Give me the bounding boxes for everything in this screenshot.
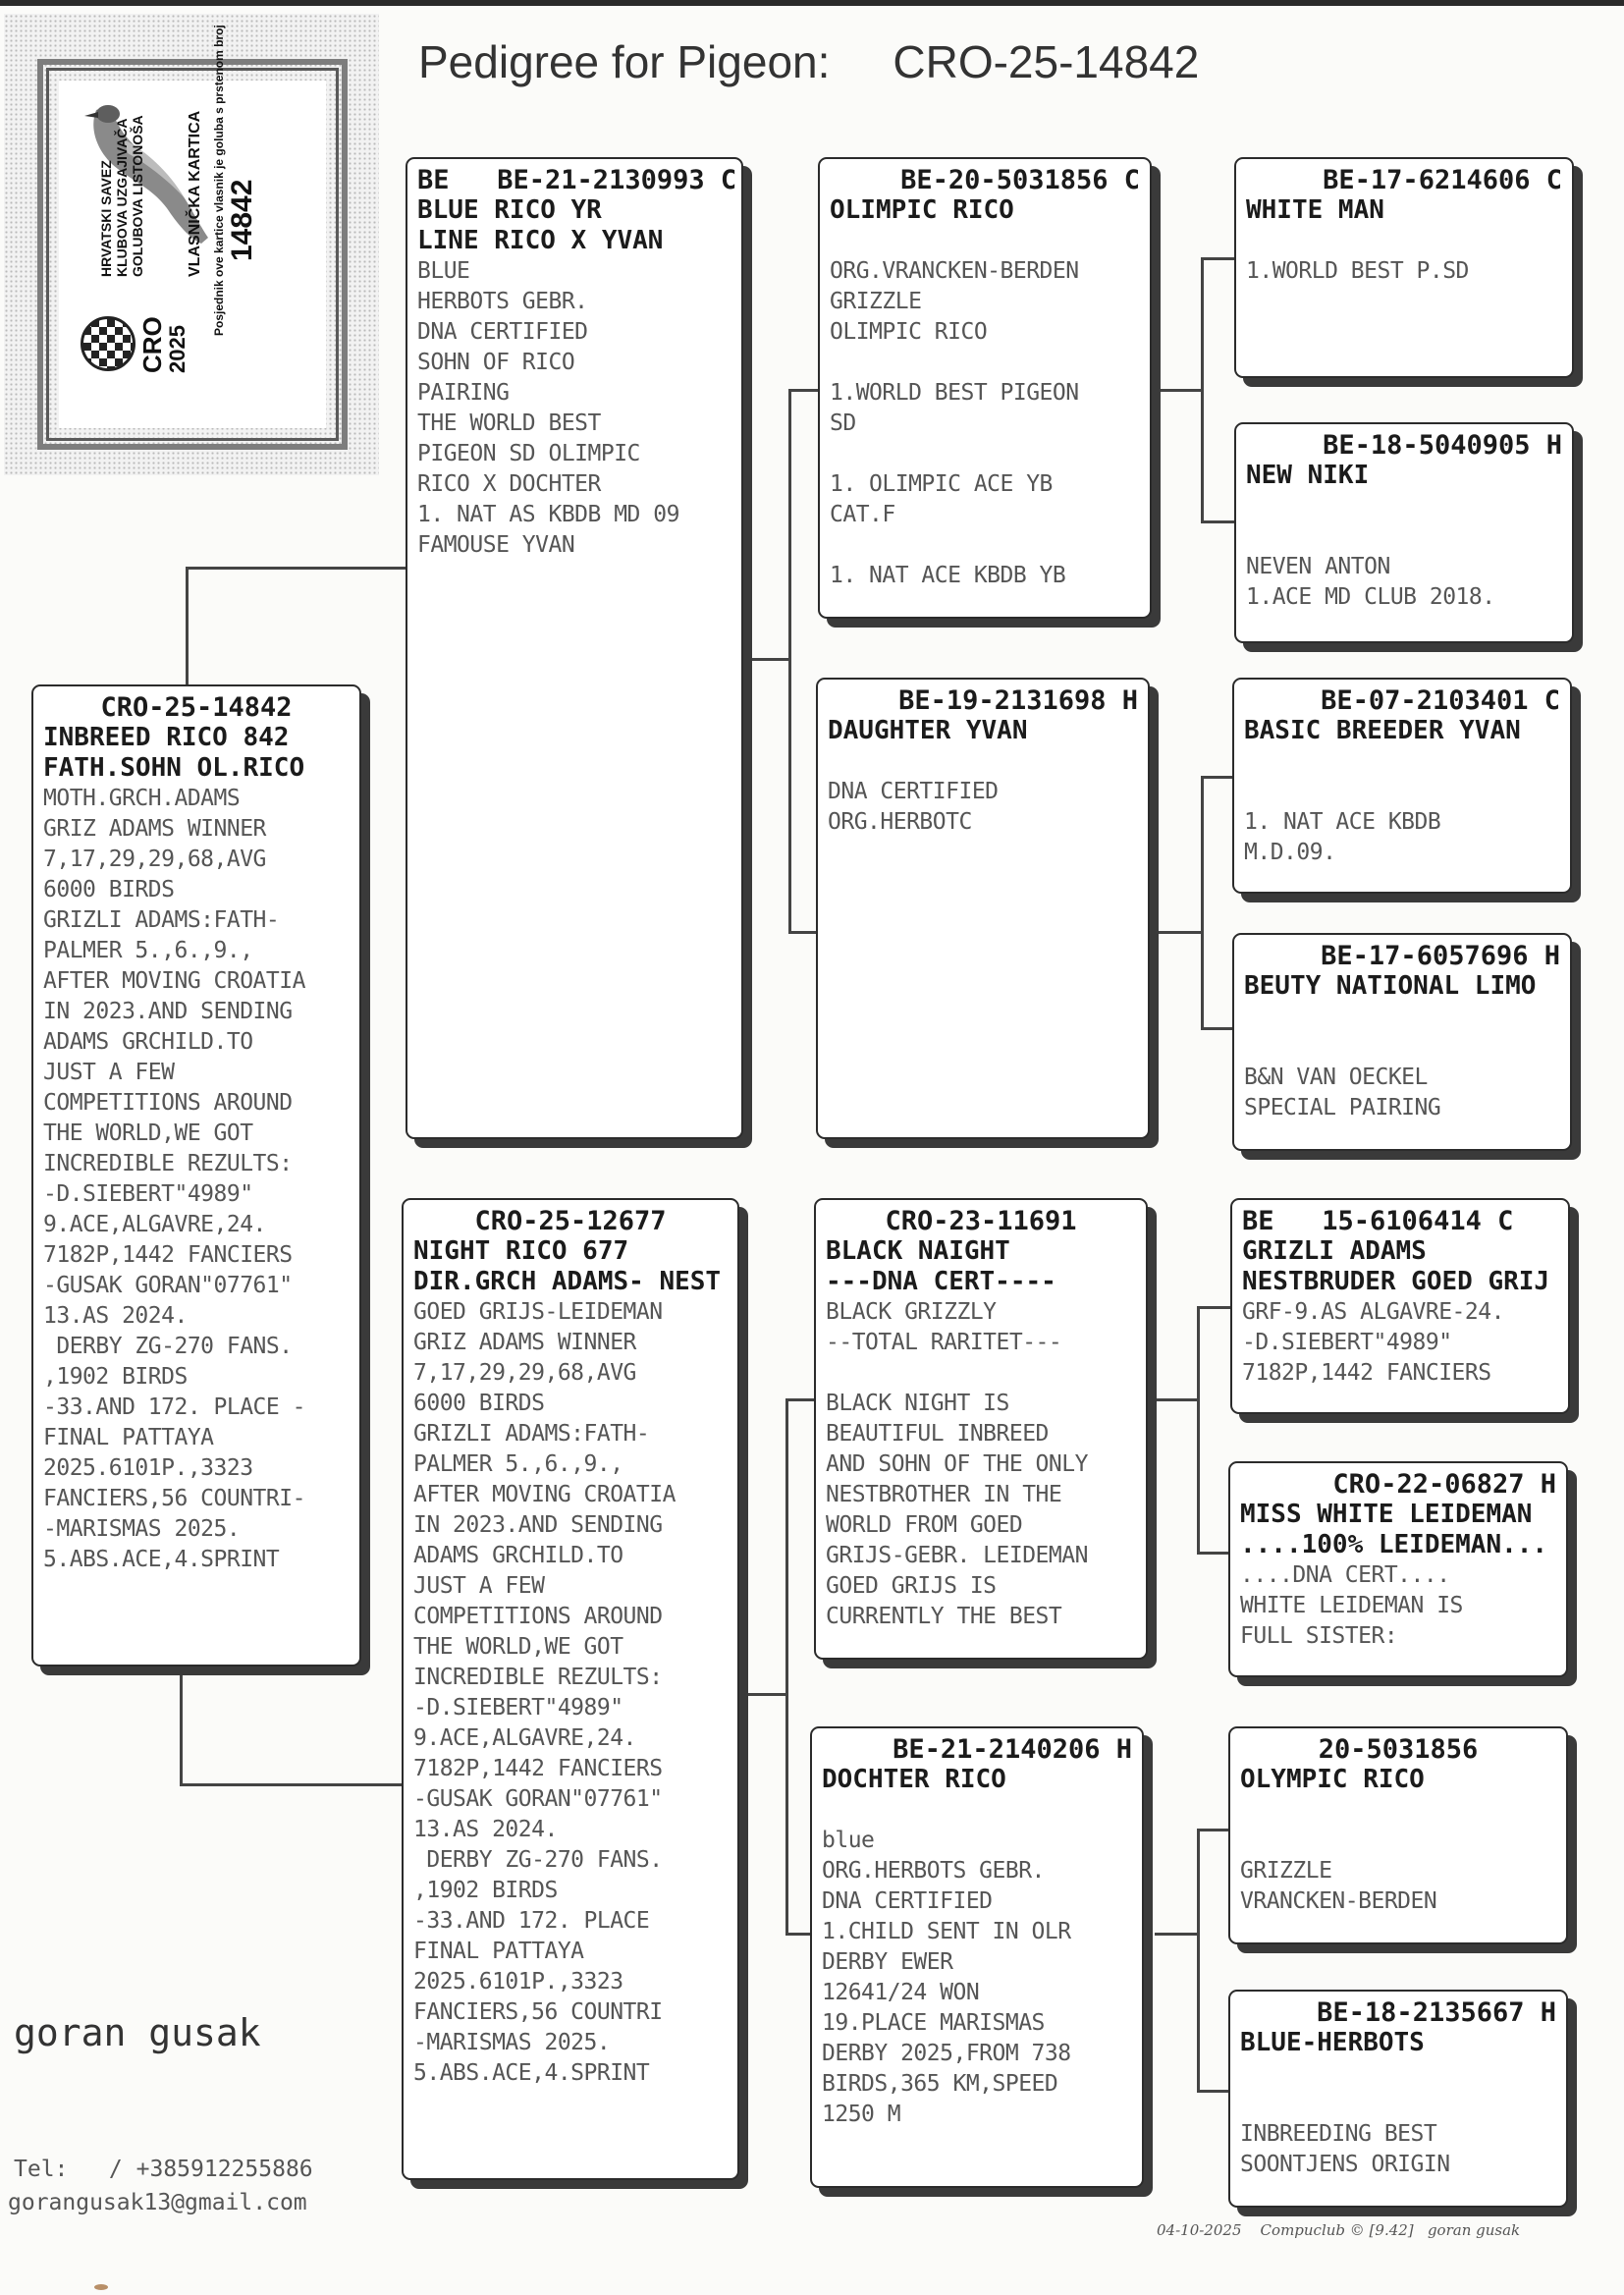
info-line: 7,17,29,29,68,AVG xyxy=(43,847,266,872)
connector xyxy=(1197,1552,1230,1555)
info-line: SPECIAL PAIRING xyxy=(1244,1095,1441,1120)
info-line: 7182P,1442 FANCIERS xyxy=(1242,1360,1491,1386)
grandsire-sire-side-box xyxy=(818,157,1152,619)
great-grandparent-box-3 xyxy=(1232,678,1572,894)
ring-number: BE-18-2135667 H xyxy=(1317,1997,1556,2028)
info-line xyxy=(830,439,1140,469)
connector xyxy=(1197,1306,1200,1554)
info-line: 9.ACE,ALGAVRE,24. xyxy=(413,1725,636,1751)
info-line: -D.SIEBERT"4989" xyxy=(43,1181,253,1207)
info-line: -GUSAK GORAN"07761" xyxy=(43,1273,293,1298)
info-line xyxy=(1244,1032,1560,1063)
info-line: MOTH.GRCH.ADAMS xyxy=(43,786,241,811)
connector xyxy=(788,389,791,933)
title-label: Pedigree for Pigeon: xyxy=(418,36,831,87)
card-ring-number: 14842 xyxy=(226,179,258,261)
ring-number: BE-17-6214606 C xyxy=(1323,165,1562,195)
ring-number: BE-21-2140206 H xyxy=(893,1734,1132,1765)
card-title: VLASNIČKA KARTICA xyxy=(187,110,203,277)
info-line xyxy=(1244,746,1560,777)
info-line: 7,17,29,29,68,AVG xyxy=(413,1360,636,1386)
info-line: FAMOUSE YVAN xyxy=(417,532,575,558)
ring-number: BE-18-5040905 H xyxy=(1323,430,1562,461)
info-line: --TOTAL RARITET--- xyxy=(826,1330,1062,1355)
great-grandparent-box-2 xyxy=(1234,422,1574,643)
connector xyxy=(180,1669,183,1785)
info-line: 5.ABS.ACE,4.SPRINT xyxy=(413,2060,650,2086)
info-line xyxy=(1246,226,1562,256)
card-inner xyxy=(59,25,326,428)
info-line: blue xyxy=(822,1828,875,1853)
info-line: M.D.09. xyxy=(1244,840,1336,865)
info-line: GOED GRIJS IS xyxy=(826,1573,997,1599)
info-line: 6000 BIRDS xyxy=(43,877,175,902)
info-line: SD xyxy=(830,410,856,436)
info-line: AND SOHN OF THE ONLY xyxy=(826,1451,1088,1477)
info-line: DERBY 2025,FROM 738 xyxy=(822,2041,1071,2066)
ring-number: BE BE-21-2130993 C xyxy=(417,165,737,195)
connector xyxy=(1201,257,1234,260)
ring-number: 20-5031856 xyxy=(1318,1734,1479,1765)
info-line: INCREDIBLE REZULTS: xyxy=(413,1665,663,1690)
great-grandparent-box-5 xyxy=(1230,1198,1570,1414)
connector xyxy=(788,931,818,934)
info-line: -33.AND 172. PLACE xyxy=(413,1908,650,1934)
pigeon-name-line: FATH.SOHN OL.RICO xyxy=(43,753,305,783)
info-line xyxy=(1244,777,1560,807)
info-line: DNA CERTIFIED xyxy=(822,1888,993,1914)
ring-number: BE-19-2131698 H xyxy=(898,685,1138,716)
pigeon-name-line: BLACK NAIGHT xyxy=(826,1236,1010,1266)
ownership-card-sticker xyxy=(4,14,379,475)
pigeon-name-line: INBREED RICO 842 xyxy=(43,723,290,752)
info-line: INBREEDING BEST xyxy=(1240,2121,1437,2147)
info-line xyxy=(826,1358,1136,1389)
info-line: GRIZLI ADAMS:FATH- xyxy=(43,907,280,933)
great-grandparent-box-8 xyxy=(1228,1990,1568,2208)
info-line: GRIJS-GEBR. LEIDEMAN xyxy=(826,1543,1088,1568)
connector xyxy=(1197,1306,1230,1309)
info-line: CURRENTLY THE BEST xyxy=(826,1604,1062,1629)
title-ring: CRO-25-14842 xyxy=(893,36,1200,87)
info-line: BLACK NIGHT IS xyxy=(826,1391,1009,1416)
info-line: ....DNA CERT.... xyxy=(1240,1562,1450,1588)
info-line: GRIZ ADAMS WINNER xyxy=(413,1330,636,1355)
info-line: THE WORLD,WE GOT xyxy=(413,1634,623,1660)
info-line: ADAMS GRCHILD.TO xyxy=(43,1029,253,1055)
pigeon-name-line: BLUE-HERBOTS xyxy=(1240,2028,1425,2057)
info-line xyxy=(1240,1826,1556,1856)
info-line: PIGEON SD OLIMPIC xyxy=(417,441,640,466)
info-line xyxy=(1240,2089,1556,2119)
info-line: -GUSAK GORAN"07761" xyxy=(413,1786,663,1812)
info-line: RICO X DOCHTER xyxy=(417,471,601,497)
info-line: SOONTJENS ORIGIN xyxy=(1240,2152,1450,2177)
pigeon-name-line: DOCHTER RICO xyxy=(822,1765,1006,1794)
pigeon-name-line: DIR.GRCH ADAMS- NEST xyxy=(413,1267,722,1296)
info-line: FINAL PATTAYA xyxy=(43,1425,214,1450)
info-line: AFTER MOVING CROATIA xyxy=(43,968,305,994)
pigeon-name-line: BLUE RICO YR xyxy=(417,195,602,225)
info-line: THE WORLD BEST xyxy=(417,410,601,436)
sire-box xyxy=(406,157,743,1139)
info-line: 9.ACE,ALGAVRE,24. xyxy=(43,1212,266,1237)
info-line: JUST A FEW xyxy=(413,1573,545,1599)
pigeon-name-line: NESTBRUDER GOED GRIJ xyxy=(1242,1267,1550,1296)
info-line xyxy=(830,530,1140,561)
pigeon-name-line: OLIMPIC RICO xyxy=(830,195,1014,225)
info-line: BLACK GRIZZLY xyxy=(826,1299,997,1325)
card-cro: CRO xyxy=(137,316,167,373)
info-line xyxy=(828,746,1138,777)
paper-smudge xyxy=(94,2284,108,2290)
grandsire-dam-side-box xyxy=(814,1198,1148,1660)
connector xyxy=(741,658,790,661)
pigeon-name-line: ....100% LEIDEMAN... xyxy=(1240,1530,1548,1559)
subject-pigeon-box xyxy=(31,684,361,1667)
page-title xyxy=(418,35,1199,88)
info-line: BLUE xyxy=(417,258,470,284)
pigeon-name-line: MISS WHITE LEIDEMAN xyxy=(1240,1500,1533,1529)
great-grandparent-box-7 xyxy=(1228,1726,1568,1944)
info-line: INCREDIBLE REZULTS: xyxy=(43,1151,293,1176)
info-line: 1. NAT ACE KBDB xyxy=(1244,809,1441,835)
info-line: DERBY ZG-270 FANS. xyxy=(43,1334,293,1359)
info-line: GRIZ ADAMS WINNER xyxy=(43,816,266,842)
info-line xyxy=(1246,491,1562,521)
info-line: GOED GRIJS-LEIDEMAN xyxy=(413,1299,663,1325)
connector xyxy=(1201,776,1204,1029)
info-line: ORG.HERBOTC xyxy=(828,809,972,835)
info-line: 1250 M xyxy=(822,2102,901,2127)
info-line: THE WORLD,WE GOT xyxy=(43,1120,253,1146)
info-line: FANCIERS,56 COUNTRI xyxy=(413,1999,663,2025)
info-line: 12641/24 WON xyxy=(822,1980,980,2005)
info-line xyxy=(830,226,1140,256)
info-line: -D.SIEBERT"4989" xyxy=(1242,1330,1452,1355)
print-footer: 04-10-2025 Compuclub © [9.42] goran gusak xyxy=(1157,2221,1521,2239)
pigeon-name-line: GRIZLI ADAMS xyxy=(1242,1236,1427,1266)
connector xyxy=(1155,1398,1199,1401)
connector xyxy=(1159,931,1203,934)
info-line: ORG.HERBOTS GEBR. xyxy=(822,1858,1045,1884)
info-line: 7182P,1442 FANCIERS xyxy=(413,1756,663,1781)
ring-number: CRO-22-06827 H xyxy=(1332,1469,1556,1500)
pigeon-name-line: BASIC BREEDER YVAN xyxy=(1244,716,1521,745)
connector xyxy=(785,1398,815,1401)
info-line: JUST A FEW xyxy=(43,1060,175,1085)
info-line: 2025.6101P.,3323 xyxy=(43,1455,253,1481)
connector xyxy=(186,567,189,684)
info-line: SOHN OF RICO xyxy=(417,350,575,375)
info-line: -MARISMAS 2025. xyxy=(43,1516,241,1542)
info-line: -D.SIEBERT"4989" xyxy=(413,1695,623,1721)
ring-number: CRO-23-11691 xyxy=(885,1206,1077,1236)
org-line-1: HRVATSKI SAVEZ xyxy=(98,160,114,277)
connector xyxy=(1197,1829,1200,2092)
info-line: 1.WORLD BEST P.SD xyxy=(1246,258,1469,284)
info-line: BEAUTIFUL INBREED xyxy=(826,1421,1049,1447)
pigeon-name-line: NEW NIKI xyxy=(1246,461,1370,490)
info-line: 1. NAT ACE KBDB YB xyxy=(830,563,1066,588)
info-line: NESTBROTHER IN THE xyxy=(826,1482,1062,1507)
info-line: NEVEN ANTON xyxy=(1246,554,1390,579)
info-line xyxy=(1244,1002,1560,1032)
info-line: 1.ACE MD CLUB 2018. xyxy=(1246,584,1495,610)
info-line: IN 2023.AND SENDING xyxy=(43,999,293,1024)
info-line: GRIZZLE xyxy=(1240,1858,1332,1884)
info-line: HERBOTS GEBR. xyxy=(417,289,588,314)
info-line: GRIZZLE xyxy=(830,289,922,314)
connector xyxy=(1201,776,1234,779)
connector xyxy=(186,567,406,570)
info-line: 13.AS 2024. xyxy=(413,1817,558,1842)
info-line xyxy=(1240,1795,1556,1826)
info-line: GRF-9.AS ALGAVRE-24. xyxy=(1242,1299,1504,1325)
info-line xyxy=(822,1795,1132,1826)
info-line: 1.WORLD BEST PIGEON xyxy=(830,380,1079,406)
info-line: VRANCKEN-BERDEN xyxy=(1240,1888,1437,1914)
info-line: GRIZLI ADAMS:FATH- xyxy=(413,1421,650,1447)
info-line: CAT.F xyxy=(830,502,895,527)
info-line: 13.AS 2024. xyxy=(43,1303,188,1329)
info-line: FULL SISTER: xyxy=(1240,1623,1398,1649)
pigeon-name-line: WHITE MAN xyxy=(1246,195,1384,225)
ring-number: BE-07-2103401 C xyxy=(1321,685,1560,716)
info-line: 1. OLIMPIC ACE YB xyxy=(830,471,1053,497)
croatia-checkerboard-icon xyxy=(81,316,135,371)
info-line: ORG.VRANCKEN-BERDEN xyxy=(830,258,1079,284)
dam-box xyxy=(402,1198,739,2180)
info-line: COMPETITIONS AROUND xyxy=(43,1090,293,1116)
connector xyxy=(1197,1829,1230,1831)
info-line xyxy=(1240,2058,1556,2089)
info-line: ,1902 BIRDS xyxy=(43,1364,188,1390)
connector xyxy=(1197,2090,1230,2093)
info-line: WHITE LEIDEMAN IS xyxy=(1240,1593,1463,1618)
info-line: 1. NAT AS KBDB MD 09 xyxy=(417,502,679,527)
owner-email: gorangusak13@gmail.com xyxy=(8,2190,307,2215)
granddam-dam-side-box xyxy=(810,1726,1144,2188)
info-line: 1.CHILD SENT IN OLR xyxy=(822,1919,1071,1944)
info-line: DERBY ZG-270 FANS. xyxy=(413,1847,663,1873)
info-line: OLIMPIC RICO xyxy=(830,319,988,345)
ring-number: BE 15-6106414 C xyxy=(1242,1206,1514,1236)
info-line: WORLD FROM GOED xyxy=(826,1512,1023,1538)
connector xyxy=(180,1783,402,1786)
pigeon-name-line: DAUGHTER YVAN xyxy=(828,716,1028,745)
connector xyxy=(785,1398,788,1935)
pigeon-name-line: OLYMPIC RICO xyxy=(1240,1765,1425,1794)
great-grandparent-box-6 xyxy=(1228,1461,1568,1677)
ring-number: BE-20-5031856 C xyxy=(900,165,1140,195)
granddam-sire-side-box xyxy=(816,678,1150,1139)
card-year: 2025 xyxy=(165,325,189,373)
info-line: DNA CERTIFIED xyxy=(417,319,588,345)
owner-name: goran gusak xyxy=(14,2011,261,2054)
ring-number: CRO-25-14842 xyxy=(100,692,293,723)
card-vertical-text xyxy=(59,25,326,428)
info-line: BIRDS,365 KM,SPEED xyxy=(822,2071,1058,2097)
info-line: 19.PLACE MARISMAS xyxy=(822,2010,1045,2036)
connector xyxy=(1155,1933,1199,1936)
info-line: -MARISMAS 2025. xyxy=(413,2030,611,2055)
great-grandparent-box-4 xyxy=(1232,933,1572,1151)
info-line: DERBY EWER xyxy=(822,1949,953,1975)
info-line: B&N VAN OECKEL xyxy=(1244,1065,1428,1090)
info-line: IN 2023.AND SENDING xyxy=(413,1512,663,1538)
org-line-2: KLUBOVA UZGAJIVAČA xyxy=(114,118,130,277)
info-line: COMPETITIONS AROUND xyxy=(413,1604,663,1629)
connector xyxy=(1201,1027,1234,1030)
ring-number: BE-17-6057696 H xyxy=(1321,941,1560,971)
connector xyxy=(1201,520,1234,523)
info-line: FINAL PATTAYA xyxy=(413,1939,584,1964)
ring-number: CRO-25-12677 xyxy=(474,1206,667,1236)
card-subtitle: Posjednik ove kartice vlasnik je goluba s prstenom broj xyxy=(212,25,226,336)
info-line xyxy=(830,348,1140,378)
info-line: AFTER MOVING CROATIA xyxy=(413,1482,676,1507)
info-line: 6000 BIRDS xyxy=(413,1391,545,1416)
info-line: ,1902 BIRDS xyxy=(413,1878,558,1903)
pigeon-name-line: ---DNA CERT---- xyxy=(826,1267,1056,1296)
info-line: PALMER 5.,6.,9., xyxy=(413,1451,623,1477)
top-edge xyxy=(0,0,1624,6)
info-line: FANCIERS,56 COUNTRI- xyxy=(43,1486,305,1511)
info-line: 5.ABS.ACE,4.SPRINT xyxy=(43,1547,280,1572)
info-line: DNA CERTIFIED xyxy=(828,779,999,804)
info-line: 2025.6101P.,3323 xyxy=(413,1969,623,1994)
great-grandparent-box-1 xyxy=(1234,157,1574,378)
info-line: -33.AND 172. PLACE - xyxy=(43,1394,305,1420)
info-line: PALMER 5.,6.,9., xyxy=(43,938,253,963)
owner-phone: Tel: / +385912255886 xyxy=(14,2157,313,2182)
connector xyxy=(1159,389,1203,392)
info-line: 7182P,1442 FANCIERS xyxy=(43,1242,293,1268)
connector xyxy=(788,389,818,392)
info-line: ADAMS GRCHILD.TO xyxy=(413,1543,623,1568)
pigeon-name-line: NIGHT RICO 677 xyxy=(413,1236,629,1266)
card-frame xyxy=(37,25,348,450)
connector xyxy=(1201,257,1204,522)
info-line: PAIRING xyxy=(417,380,510,406)
org-line-3: GOLUBOVA LISTONOŠA xyxy=(130,115,145,277)
info-line xyxy=(1246,521,1562,552)
connector xyxy=(738,1693,787,1696)
pigeon-name-line: LINE RICO X YVAN xyxy=(417,226,664,255)
pigeon-name-line: BEUTY NATIONAL LIMO xyxy=(1244,971,1537,1001)
